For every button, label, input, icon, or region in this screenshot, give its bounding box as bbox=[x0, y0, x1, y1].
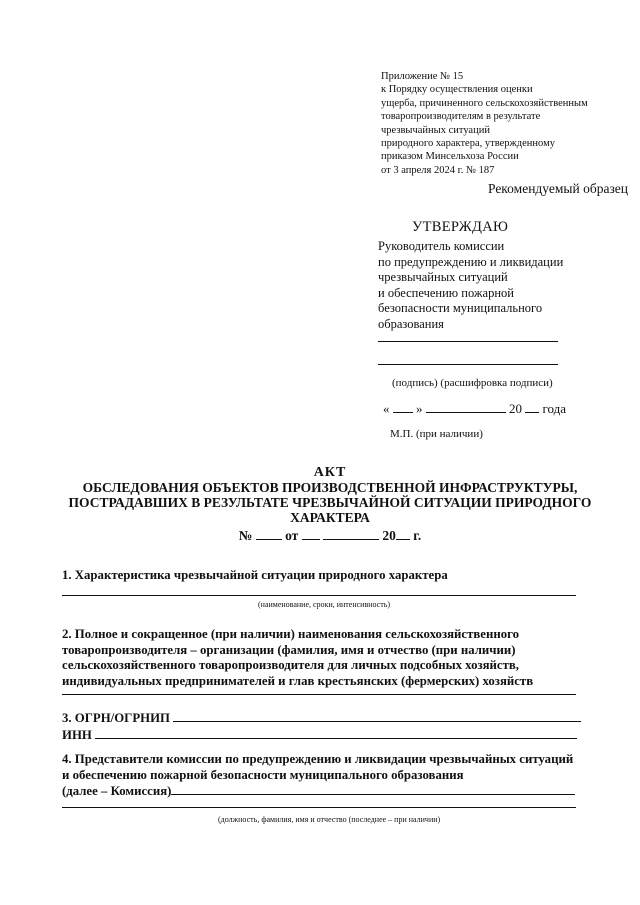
section-3-ogrn-row bbox=[62, 710, 581, 727]
signature-line-1[interactable] bbox=[378, 341, 558, 342]
appendix-line: товаропроизводителям в результате bbox=[381, 111, 541, 123]
stamp-label: М.П. (при наличии) bbox=[390, 428, 483, 440]
appendix-line: к Порядку осуществления оценки bbox=[381, 84, 533, 96]
approve-line: по предупреждению и ликвидации bbox=[378, 254, 564, 269]
section-2-line: товаропроизводителя – организации (фамилия, имя и отчество (при наличии) bbox=[62, 642, 516, 657]
appendix-line: природного характера, утвержденному bbox=[381, 138, 555, 150]
ogrn-label: 3. ОГРН/ОГРНИП bbox=[62, 711, 170, 725]
approve-body bbox=[378, 239, 563, 333]
appendix-line: приказом Минсельхоза России bbox=[381, 151, 519, 163]
recommended-sample-label: Рекомендуемый образец bbox=[487, 181, 628, 196]
inn-label: ИНН bbox=[62, 728, 92, 742]
act-title: АКТ bbox=[313, 465, 347, 480]
commission-label: (далее – Комиссия) bbox=[62, 784, 172, 799]
section-4-line: 4. Представители комиссии по предупреждению и ликвидации чрезвычайных ситуаций bbox=[62, 752, 574, 766]
act-year-suffix: г. bbox=[413, 528, 422, 543]
section-2-line: 2. Полное и сокращенное (при наличии) наименования сельскохозяйственного bbox=[62, 627, 519, 641]
approve-line: чрезвычайных ситуаций bbox=[378, 270, 508, 285]
section-3-inn-row bbox=[62, 727, 577, 744]
approve-title: УТВЕРЖДАЮ bbox=[412, 219, 509, 235]
section-4-line: и обеспечению пожарной безопасности муниципального образования bbox=[62, 767, 464, 782]
act-subtitle bbox=[40, 480, 620, 525]
date-year-suffix: года bbox=[542, 401, 567, 416]
act-year-field[interactable] bbox=[396, 527, 410, 540]
appendix-line: ущерба, причиненного сельскохозяйственным bbox=[381, 97, 588, 109]
act-subtitle-line: ОБСЛЕДОВАНИЯ ОБЪЕКТОВ ПРОИЗВОДСТВЕННОЙ ИНФРАСТРУКТУРЫ, bbox=[82, 480, 578, 495]
act-year-prefix: 20 bbox=[382, 528, 396, 543]
act-number-label: № bbox=[238, 528, 253, 543]
inn-field[interactable] bbox=[95, 727, 577, 739]
section-4-last-line bbox=[62, 783, 575, 800]
appendix-line: от 3 апреля 2024 г. № 187 bbox=[381, 164, 495, 176]
section-2-line: сельскохозяйственного товаропроизводителя для личных подсобных хозяйств, bbox=[62, 658, 520, 673]
date-day-field[interactable] bbox=[393, 400, 413, 413]
section-1-field-line[interactable] bbox=[62, 595, 576, 596]
approval-date-line bbox=[383, 400, 566, 417]
section-2-line: индивидуальных предпринимателей и глав крестьянских (фермерских) хозяйств bbox=[62, 673, 534, 688]
date-year-prefix: 20 bbox=[509, 401, 522, 416]
section-4-field-line[interactable] bbox=[62, 807, 576, 808]
approve-line: и обеспечению пожарной bbox=[378, 285, 514, 300]
appendix-block bbox=[381, 70, 588, 177]
ogrn-field[interactable] bbox=[173, 710, 581, 722]
section-1-title: 1. Характеристика чрезвычайной ситуации природного характера bbox=[62, 568, 448, 582]
approve-line: образования bbox=[378, 316, 444, 331]
act-from-label: от bbox=[285, 528, 299, 543]
approve-line: Руководитель комиссии bbox=[378, 239, 505, 253]
signature-caption: (подпись) (расшифровка подписи) bbox=[392, 377, 553, 389]
section-2-field-line[interactable] bbox=[62, 694, 576, 695]
act-number-line bbox=[40, 527, 620, 544]
section-4-caption: (должность, фамилия, имя и отчество (последнее – при наличии) bbox=[218, 815, 441, 824]
commission-field[interactable] bbox=[171, 783, 575, 795]
date-open-quote: « bbox=[383, 401, 390, 416]
act-day-field[interactable] bbox=[302, 527, 320, 540]
act-subtitle-line: ПОСТРАДАВШИХ В РЕЗУЛЬТАТЕ ЧРЕЗВЫЧАЙНОЙ СИТУАЦИИ ПРИРОДНОГО bbox=[68, 495, 592, 510]
date-close-quote: » bbox=[416, 401, 423, 416]
act-subtitle-line: ХАРАКТЕРА bbox=[290, 510, 370, 525]
section-4-text bbox=[62, 752, 575, 800]
approve-line: безопасности муниципального bbox=[378, 301, 543, 316]
appendix-line: Приложение № 15 bbox=[381, 71, 464, 82]
appendix-line: чрезвычайных ситуаций bbox=[381, 124, 490, 136]
date-year-field[interactable] bbox=[525, 400, 539, 413]
section-2-text bbox=[62, 627, 533, 689]
signature-line-2[interactable] bbox=[378, 364, 558, 365]
section-1-caption: (наименование, сроки, интенсивность) bbox=[258, 600, 391, 609]
act-number-field[interactable] bbox=[256, 527, 282, 540]
date-month-field[interactable] bbox=[426, 400, 506, 413]
act-month-field[interactable] bbox=[323, 527, 379, 540]
